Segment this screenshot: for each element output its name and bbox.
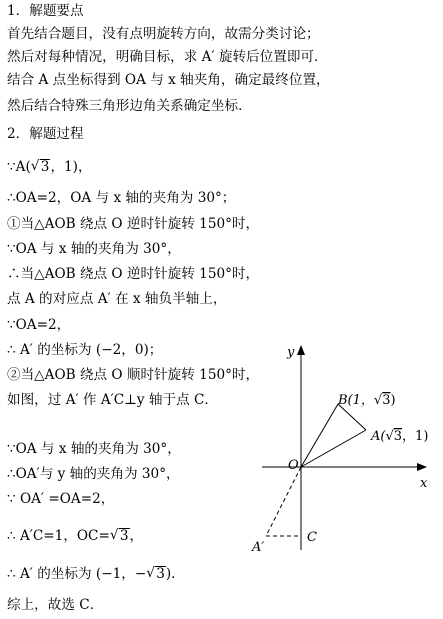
given-sqrt: 3 [40,159,50,175]
point-b-prefix: B(1， [338,393,374,408]
step1-line: ∴OA=2，OA 与 x 轴的夹角为 30°； [7,190,236,206]
case2-line-7-sqrt: 3 [156,566,165,582]
segment-oa [301,430,366,467]
case2-line-4: ∴OA′与 y 轴的夹角为 30°， [7,466,180,482]
case2-line-7-prefix: ∴ A′ 的坐标为 (−1，− [7,566,147,582]
section1-line-2: 然后对每种情况，明确目标，求 A′ 旋转后位置即可． [7,49,328,65]
point-a-suffix: ，1) [402,429,429,444]
case2-line-3: ∵OA 与 x 轴的夹角为 30°， [7,441,181,457]
case2-line-5: ∵ OA′ =OA=2， [7,491,115,507]
point-a-label [370,429,428,444]
sqrt-symbol: √ [385,429,394,444]
section1-heading: 1．解题要点 [7,3,84,19]
section1-line-1: 首先结合题目，没有点明旋转方向，故需分类讨论； [7,26,320,42]
case1-line-6: ∴ A′ 的坐标为 (−2，0)； [7,342,163,358]
given-suffix: ，1)， [50,159,92,175]
case1-line-5: ∵OA=2， [7,317,71,333]
case1-line-1: ①当△AOB 绕点 O 逆时针旋转 150°时， [7,216,260,232]
section1-line-4: 然后结合特殊三角形边角关系确定坐标． [7,98,252,114]
point-c-label: C [307,530,317,545]
case1-line-2: ∵OA 与 x 轴的夹角为 30°， [7,241,181,257]
section1-line-3: 结合 A 点坐标得到 OA 与 x 轴夹角，确定最终位置， [7,72,330,88]
point-a-prime-label: A′ [252,540,265,555]
segment-oa-prime [266,467,301,536]
segment-ob [301,404,338,467]
case1-line-3: ∴当△AOB 绕点 O 逆时针旋转 150°时， [7,266,260,282]
y-axis-arrow [297,345,305,355]
origin-label: O [288,458,299,473]
y-axis-label: y [287,345,295,360]
given-prefix: ∵A( [7,159,31,175]
case2-line-7-suffix: )． [165,566,185,582]
point-b-label [337,393,396,408]
case2-line-1: ②当△AOB 绕点 O 顺时针旋转 150°时， [7,367,260,383]
x-axis-arrow [417,463,427,471]
x-axis-label: x [420,476,428,491]
point-a-prefix: A( [371,429,386,444]
conclusion-line: 综上，故选 C． [7,597,104,613]
case2-line-6-prefix: ∴ A′C=1，OC= [7,528,110,544]
point-a-sqrt: 3 [393,429,403,444]
case2-line-2: 如图，过 A′ 作 A′C⊥y 轴于点 C． [7,392,219,408]
case1-line-4: 点 A 的对应点 A′ 在 x 轴负半轴上， [7,291,227,307]
point-b-sqrt: 3 [382,393,391,408]
sqrt-symbol: √ [373,393,383,408]
section2-heading: 2．解题过程 [7,126,84,142]
case2-line-6-suffix: ， [129,528,144,544]
case2-line-6-sqrt: 3 [119,528,129,544]
point-b-suffix: ) [390,393,396,408]
